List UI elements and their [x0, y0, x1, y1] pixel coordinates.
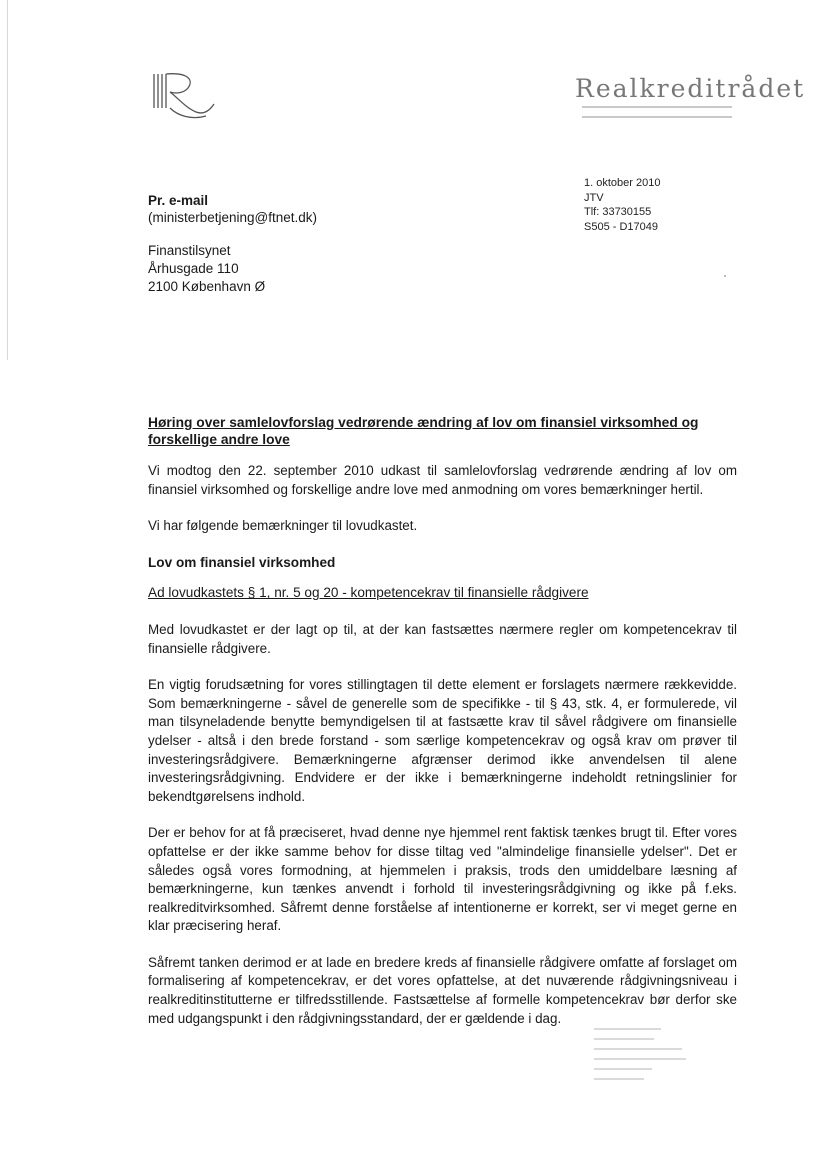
footer-line	[594, 1028, 661, 1030]
letterhead-address-line	[582, 106, 732, 108]
paragraph-position: Såfremt tanken derimod er at lade en bredere kreds af finansielle rådgivere omfatte af forslaget om formalisering af kompetencekrav, er det vores opfattelse, at det nuværende rådgivningsniveau i realkreditinstitutterne er tilfredsstillende. Fastsættelse af formelle kompetencekrav bør derfor ske med udgangspunkt i den rådgivningsstandard, der er gældende i dag.	[148, 954, 737, 1026]
delivery-method: Pr. e-mail	[148, 193, 209, 208]
letter-subject: Høring over samlelovforslag vedrørende ændring af lov om finansiel virksomhed og forskellige andre love	[148, 415, 699, 447]
sender-phone: Tlf: 33730155	[584, 206, 652, 218]
footer-line	[594, 1078, 644, 1080]
paragraph-scope: En vigtig forudsætning for vores stillingtagen til dette element er forslagets nærmere rækkevidde. Som bemærkningerne - såvel de generelle som de specifikke - til § 43, stk. 4, er formulerede, vil man tilsyneladende benytte bemyndigelsen til at fastsætte krav til såvel rådgivere om finansielle ydelser - altså i den brede forstand - som særlige kompetencekrav og også krav om prøver til investeringsrådgivere. Bemærkningerne afgrænser derimod ikke anvendelsen til alene investeringsrådgivning. Endvidere er der ikke i bemærkningerne indeholdt retningslinier for bekendtgørelsens indhold.	[148, 677, 737, 804]
footer-address-block	[594, 1028, 690, 1088]
recipient-address	[148, 242, 265, 296]
footer-line	[594, 1068, 652, 1070]
scan-speck	[724, 275, 726, 277]
realkreditraadet-logo	[148, 68, 220, 124]
sender-initials: JTV	[584, 191, 604, 204]
delivery-block	[148, 192, 317, 226]
recipient-city: 2100 København Ø	[148, 279, 266, 294]
paragraph-intro: Vi modtog den 22. september 2010 udkast til samlelovforslag vedrørende ændring af lov om finansiel virksomhed og forskellige andre love med anmodning om vores bemærkninger hertil.	[148, 463, 737, 497]
paragraph-clarification: Der er behov for at få præciseret, hvad denne nye hjemmel rent faktisk tænkes brugt til. Efter vores opfattelse er der ikke samme behov for disse tiltag ved "almindelige finansielle ydelser". Det er således også vores formodning, at hjemmelen i praksis, trods den umiddelbare læsning af bemærkningerne, kun tænkes anvendt i forhold til investeringsrådgivning og ikke på f.eks. realkreditvirksomhed. Såfremt denne forståelse af intentionerne er korrekt, ser vi meget gerne en klar præcisering heraf.	[148, 825, 737, 934]
recipient-street: Århusgade 110	[148, 261, 239, 276]
recipient-name: Finanstilsynet	[148, 243, 231, 258]
footer-line	[594, 1058, 686, 1060]
letter-body	[148, 414, 737, 1046]
reference-block	[584, 176, 660, 234]
brand-name: Realkreditrådet	[575, 74, 806, 103]
paragraph-proposal: Med lovudkastet er der lagt op til, at der kan fastsættes nærmere regler om kompetencekrav til finansielle rådgivere.	[148, 621, 737, 656]
footer-line	[594, 1048, 682, 1050]
sub-heading: Ad lovudkastets § 1, nr. 5 og 20 - kompetencekrav til finansielle rådgivere	[148, 585, 589, 601]
section-heading: Lov om finansiel virksomhed	[148, 554, 336, 570]
footer-line	[594, 1038, 654, 1040]
recipient-email: (ministerbetjening@ftnet.dk)	[148, 210, 318, 225]
letter-date: 1. oktober 2010	[584, 177, 661, 189]
case-number: S505 - D17049	[584, 220, 658, 233]
scan-edge-line	[7, 0, 8, 360]
paragraph-remarks: Vi har følgende bemærkninger til lovudkastet.	[148, 518, 418, 534]
letterhead-contact-line	[582, 116, 732, 118]
